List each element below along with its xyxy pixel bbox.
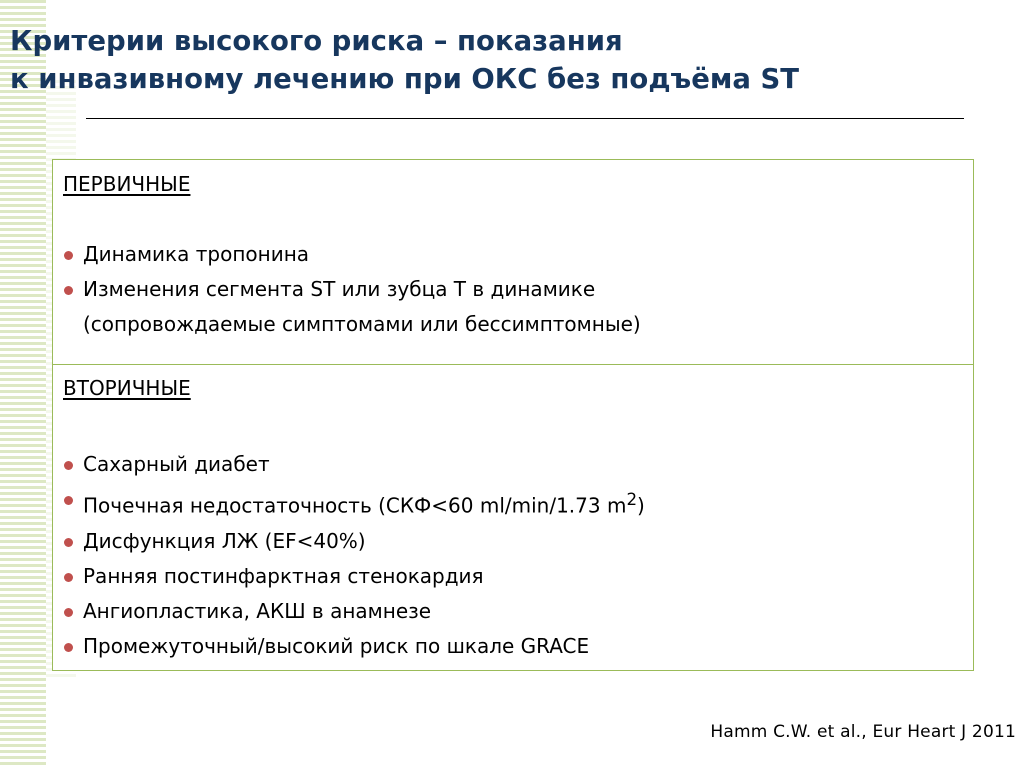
slide-title-line-1: Критерии высокого риска – показания: [10, 25, 623, 57]
list-item-text: Сахарный диабет: [83, 452, 270, 476]
slide-title: [10, 22, 990, 98]
red-dot-bullet-icon: [64, 538, 73, 547]
list-item-text: Промежуточный/высокий риск по шкале GRACE: [83, 633, 590, 658]
list-item-text: Динамика тропонина: [83, 242, 310, 266]
red-dot-bullet-icon: [64, 496, 73, 505]
red-dot-bullet-icon: [64, 608, 73, 617]
secondary-criteria-heading: ВТОРИЧНЫЕ: [63, 376, 191, 400]
primary-criteria-list: [61, 237, 641, 342]
list-item: [61, 524, 645, 559]
criteria-table: [52, 159, 974, 671]
red-dot-bullet-icon: [64, 286, 73, 295]
list-item: [61, 594, 645, 629]
red-dot-bullet-icon: [64, 643, 73, 652]
list-item-text: Дисфункция ЛЖ (EF<40%): [83, 528, 366, 553]
list-item-text: Ангиопластика, АКШ в анамнезе: [83, 598, 432, 623]
slide-title-line-2: к инвазивному лечению при ОКС без подъёма ST: [10, 63, 800, 95]
decorative-stripes: [0, 0, 46, 768]
list-item: [61, 629, 645, 664]
title-divider: [86, 118, 964, 119]
list-item-text-suffix: ): [637, 493, 645, 518]
list-item: [61, 272, 641, 342]
list-item-text: Ранняя постинфарктная стенокардия: [83, 563, 484, 588]
secondary-criteria-list: [61, 447, 645, 664]
list-item: [61, 447, 645, 482]
list-item-continuation: (сопровождаемые симптомами или бессимптомные): [83, 312, 641, 336]
list-item: [61, 482, 645, 524]
citation: Hamm C.W. et al., Eur Heart J 2011: [710, 722, 1016, 742]
red-dot-bullet-icon: [64, 251, 73, 260]
red-dot-bullet-icon: [64, 461, 73, 470]
list-item: [61, 559, 645, 594]
list-item: [61, 237, 641, 272]
red-dot-bullet-icon: [64, 573, 73, 582]
primary-criteria-heading: ПЕРВИЧНЫЕ: [63, 172, 191, 196]
list-item-superscript: 2: [626, 490, 638, 509]
list-item-text: Изменения сегмента ST или зубца T в динамике: [83, 277, 596, 301]
list-item-text: Почечная недостаточность (СКФ<60 ml/min/1.73 m: [83, 493, 627, 518]
primary-criteria-section: [53, 160, 973, 365]
secondary-criteria-section: [53, 365, 973, 670]
